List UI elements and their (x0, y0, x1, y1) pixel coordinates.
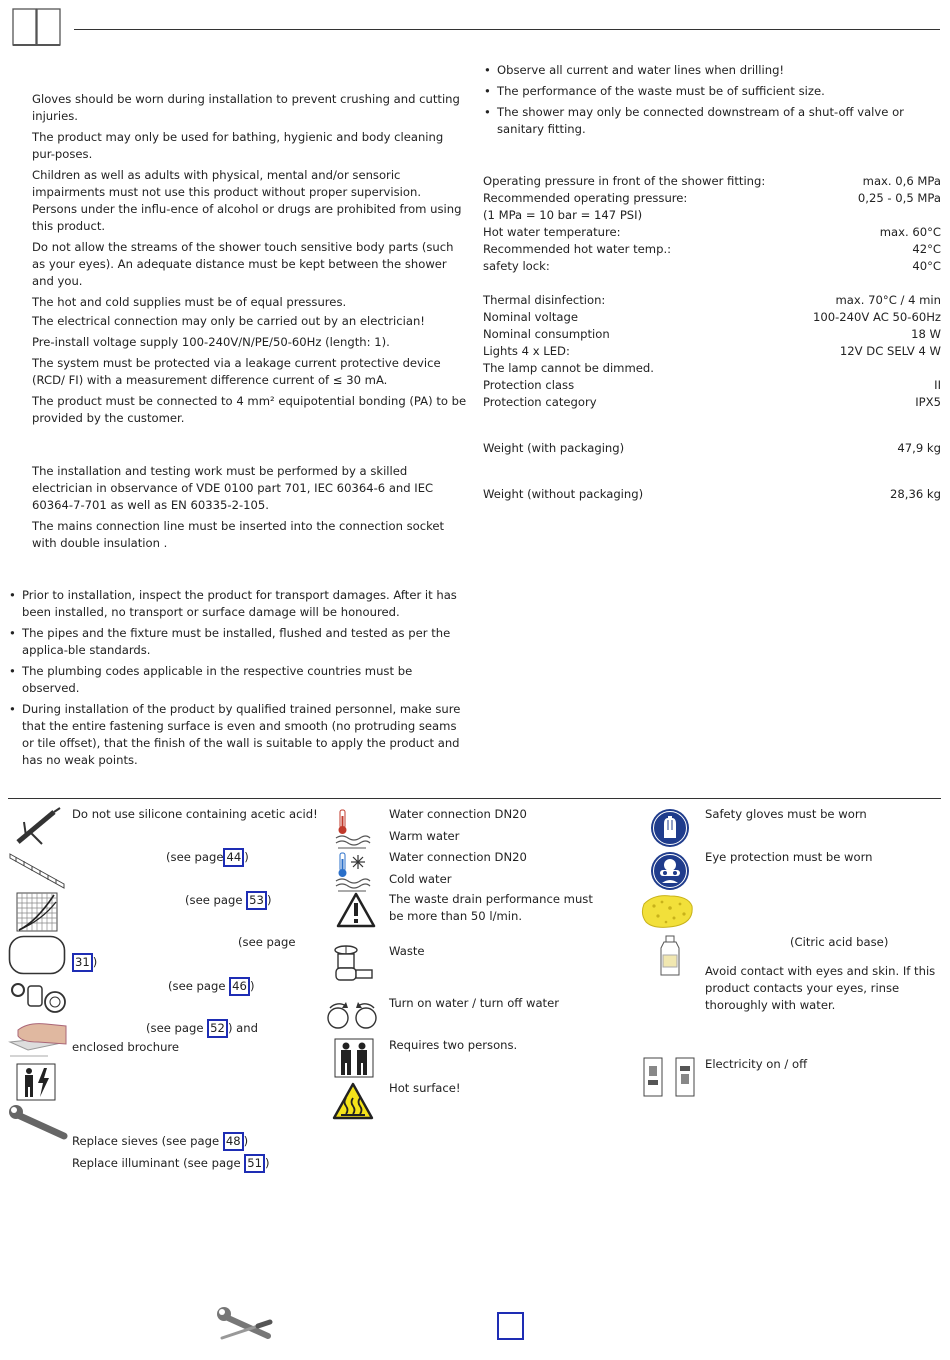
tech-row (483, 440, 941, 457)
see-page-text: (see page (168, 979, 226, 993)
safety-text: The mains connection line must be inserted into the connection socket with double insulation . (32, 519, 445, 550)
illuminant-label: Replace illuminant (see page (72, 1156, 245, 1170)
safety-text: The hot and cold supplies must be of equal pressures. (32, 295, 347, 309)
tech-row (483, 309, 941, 326)
tech-value: 42°C (912, 242, 941, 256)
two-persons-text: Requires two persons. (389, 1038, 518, 1052)
safety-text: Do not allow the streams of the shower touch sensitive body parts (such as your eyes). An adequate distance must be kept between the shower and you. (32, 240, 454, 288)
hand-cleaning-icon (8, 1020, 68, 1062)
safety-text: The system must be protected via a leakage current protective device (RCD/ FI) with a measurement difference current of ≤ 30 mA. (32, 356, 441, 387)
hot-surface-text: Hot surface! (389, 1081, 461, 1095)
drain-performance-text: The waste drain performance must be more than 50 l/min. (389, 892, 593, 923)
tech-label: Nominal consumption (483, 327, 610, 341)
list-item: • The pipes and the fixture must be installed, flushed and tested as per the applica-ble standards. (8, 625, 468, 659)
tech-value: IPX5 (915, 395, 941, 409)
warning-triangle-icon (336, 892, 376, 932)
electricity-switch-icon (640, 1054, 700, 1102)
page-link-52[interactable]: 52 (207, 1019, 228, 1038)
rounded-frame-icon (8, 935, 66, 979)
tech-data-pressure (483, 173, 941, 275)
electrician-icon (16, 1063, 56, 1105)
page-link-53[interactable]: 53 (246, 891, 267, 910)
turn-water-text: Turn on water / turn off water (389, 996, 559, 1010)
tech-label: Weight (without packaging) (483, 487, 644, 501)
frame-ref (72, 953, 97, 972)
page-link-48[interactable]: 48 (223, 1132, 244, 1151)
safety-text: Gloves should be worn during installation to prevent crushing and cutting injuries. (32, 92, 460, 123)
see-page-text: (see page (146, 1021, 204, 1035)
tech-label: Weight (with packaging) (483, 441, 625, 455)
hot-surface-icon (332, 1082, 374, 1124)
replace-sieves-text (72, 1132, 248, 1151)
tech-label: Thermal disinfection: (483, 293, 606, 307)
tech-row (483, 207, 941, 224)
tech-row (483, 241, 941, 258)
close-paren: ) (249, 979, 255, 993)
sieves-label: Replace sieves (see page (72, 1134, 223, 1148)
list-item: • The performance of the waste must be of sufficient size. (483, 83, 933, 100)
safety-gloves-text: Safety gloves must be worn (705, 807, 867, 821)
tech-row (483, 173, 941, 190)
safety-text: The product must be connected to 4 mm² equipotential bonding (PA) to be provided by the customer. (32, 394, 467, 425)
fittings-parts-icon (10, 978, 66, 1022)
tech-label: safety lock: (483, 259, 550, 273)
waste-text: Waste (389, 944, 425, 958)
ruler-dimensions-icon (8, 850, 66, 894)
list-item: • The shower may only be connected downstream of a shut-off valve or sanitary fitting. (483, 104, 933, 138)
tech-row (483, 394, 941, 411)
avoid-contact-text: Avoid contact with eyes and skin. If this product contacts your eyes, rinse thoroughly with water. (705, 964, 936, 1012)
tech-row (483, 292, 941, 309)
fittings-ref (168, 977, 254, 996)
waste-drain-icon (332, 942, 374, 990)
close-paren: ) (265, 1156, 270, 1170)
tech-row (483, 224, 941, 241)
list-item: • Observe all current and water lines when drilling! (483, 62, 933, 79)
electricity-text: Electricity on / off (705, 1057, 808, 1071)
frame-ref-label: (see page (238, 935, 296, 949)
tech-label: The lamp cannot be dimmed. (483, 361, 654, 375)
sponge-icon (640, 892, 694, 934)
tech-label: (1 MPa = 10 bar = 147 PSI) (483, 208, 643, 222)
weight-with-packaging (483, 440, 941, 457)
safety-group-installation (32, 463, 468, 556)
safety-text: The installation and testing work must be performed by a skilled electrician in observance of VDE 0100 part 701, IEC 60364-6 and IEC 60364-7-701 as well as EN 60335-2-105. (32, 464, 434, 512)
header-rule (74, 29, 940, 30)
eye-protection-text: Eye protection must be worn (705, 850, 873, 864)
right-notes-list (483, 62, 933, 142)
page-link-51[interactable]: 51 (244, 1154, 265, 1173)
cleaning-ref (146, 1019, 258, 1038)
safety-text: The product may only be used for bathing, hygienic and body cleaning pur-poses. (32, 130, 444, 161)
cleaner-bottle-icon (658, 935, 682, 981)
list-item: • During installation of the product by qualified trained personnel, make sure that the entire fastening surface is even and smooth (no protruding seams or tile offset), that the finish of the wall is suitable to apply the product and has no weak points. (8, 701, 468, 769)
installation-notes-list (8, 587, 468, 773)
flow-diagram-icon (16, 892, 58, 936)
cold-water-icon (332, 851, 372, 897)
see-page-text: (see page (166, 850, 224, 864)
flow-diagram-ref (185, 891, 271, 910)
tech-label: Lights 4 x LED: (483, 344, 570, 358)
list-item: • Prior to installation, inspect the product for transport damages. After it has been installed, no transport or surface damage will be honoured. (8, 587, 468, 621)
tech-row (483, 360, 941, 377)
replace-illuminant-text (72, 1154, 270, 1173)
symbols-rule (8, 798, 941, 799)
safety-gloves-icon (650, 808, 690, 852)
page-link-31[interactable]: 31 (72, 953, 93, 972)
tech-data-electrical (483, 292, 941, 411)
list-item: • The plumbing codes applicable in the respective countries must be observed. (8, 663, 468, 697)
safety-group-general (32, 91, 468, 315)
tech-row (483, 190, 941, 207)
tech-value: II (934, 378, 941, 392)
tech-value: max. 70°C / 4 min (835, 293, 941, 307)
tech-row (483, 486, 941, 503)
tech-value: 18 W (911, 327, 941, 341)
tech-value: 0,25 - 0,5 MPa (857, 191, 941, 205)
close-paren: ) (244, 850, 249, 864)
close-paren: ) (227, 1021, 233, 1035)
manual-book-icon (12, 6, 62, 52)
tech-value: max. 60°C (879, 225, 941, 239)
page-link-44[interactable]: 44 (223, 848, 244, 867)
eye-protection-icon (650, 851, 690, 895)
silicone-gun-icon (14, 806, 62, 850)
page-number-box (497, 1312, 524, 1340)
warm-water-icon (332, 808, 372, 854)
tech-value: 28,36 kg (890, 487, 941, 501)
dimensions-ref (166, 848, 249, 867)
wrench-icon (8, 1104, 68, 1144)
close-paren: ) (266, 893, 272, 907)
tech-row (483, 326, 941, 343)
enclosed-brochure-text: enclosed brochure (72, 1040, 180, 1054)
tech-row (483, 343, 941, 360)
tech-value: max. 0,6 MPa (862, 174, 941, 188)
water-connection-warm: Water connection DN20 (389, 807, 527, 821)
tech-label: Protection category (483, 395, 597, 409)
tech-value: 40°C (912, 259, 941, 273)
and-text: and (232, 1021, 258, 1035)
water-connection-cold: Water connection DN20 (389, 850, 527, 864)
tech-label: Operating pressure in front of the shower fitting: (483, 174, 766, 188)
close-paren: ) (243, 1134, 249, 1148)
tech-label: Protection class (483, 378, 575, 392)
tech-label: Recommended hot water temp.: (483, 242, 672, 256)
tech-label: Nominal voltage (483, 310, 578, 324)
weight-without-packaging (483, 486, 941, 503)
tools-icon (214, 1306, 274, 1352)
warm-water-text: Warm water (389, 829, 460, 843)
tech-label: Recommended operating pressure: (483, 191, 688, 205)
tech-row (483, 258, 941, 275)
tech-label: Hot water temperature: (483, 225, 621, 239)
safety-text: The electrical connection may only be carried out by an electrician! (32, 314, 425, 328)
citric-acid-text: (Citric acid base) (790, 935, 889, 949)
silicone-warning-text: Do not use silicone containing acetic acid! (72, 807, 318, 821)
tech-row (483, 377, 941, 394)
safety-group-electrical (32, 313, 468, 431)
tech-value: 47,9 kg (897, 441, 941, 455)
page-link-46[interactable]: 46 (229, 977, 250, 996)
safety-text: Pre-install voltage supply 100-240V/N/PE/50-60Hz (length: 1). (32, 335, 390, 349)
tech-value: 100-240V AC 50-60Hz (812, 310, 941, 324)
see-page-text: (see page (185, 893, 243, 907)
close-paren: ) (92, 955, 98, 969)
two-persons-icon (334, 1038, 374, 1082)
cold-water-text: Cold water (389, 872, 452, 886)
turn-water-icon (324, 996, 382, 1038)
tech-value: 12V DC SELV 4 W (839, 344, 941, 358)
safety-text: Children as well as adults with physical, mental and/or sensoric impairments must not use this product without proper supervision. Persons under the influ-ence of alcohol or drugs are prohibited from using this product. (32, 168, 462, 233)
